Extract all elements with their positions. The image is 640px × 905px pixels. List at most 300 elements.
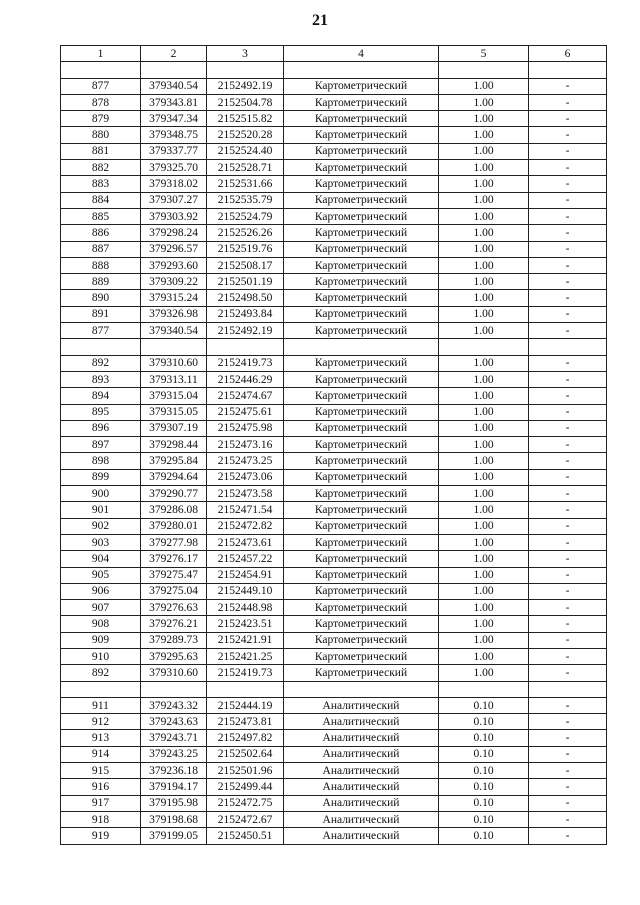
table-cell: 1.00 xyxy=(439,502,529,518)
table-row xyxy=(61,225,607,241)
table-cell: 379294.64 xyxy=(141,469,207,485)
table-cell xyxy=(207,681,284,697)
table-cell: 379243.63 xyxy=(141,714,207,730)
table-cell: - xyxy=(529,371,607,387)
table-header-row xyxy=(61,46,607,62)
table-cell: 1.00 xyxy=(439,583,529,599)
table-row xyxy=(61,567,607,583)
table-cell: 2152520.28 xyxy=(207,127,284,143)
table-cell: 1.00 xyxy=(439,388,529,404)
table-cell: Картометрический xyxy=(284,306,439,322)
table-cell: 379295.84 xyxy=(141,453,207,469)
table-row xyxy=(61,763,607,779)
table-cell: - xyxy=(529,795,607,811)
table-cell: 2152419.73 xyxy=(207,355,284,371)
table-cell: - xyxy=(529,551,607,567)
table-cell: 905 xyxy=(61,567,141,583)
table-row xyxy=(61,453,607,469)
table-row xyxy=(61,208,607,224)
table-row xyxy=(61,534,607,550)
table-cell xyxy=(284,339,439,355)
table-cell: 1.00 xyxy=(439,437,529,453)
table-cell: - xyxy=(529,306,607,322)
table-row xyxy=(61,420,607,436)
table-cell: Аналитический xyxy=(284,811,439,827)
column-header: 3 xyxy=(207,46,284,62)
table-cell: Картометрический xyxy=(284,437,439,453)
table-cell: 1.00 xyxy=(439,274,529,290)
table-cell: 2152497.82 xyxy=(207,730,284,746)
table-row xyxy=(61,111,607,127)
table-cell: 379194.17 xyxy=(141,779,207,795)
table-cell: 379295.63 xyxy=(141,648,207,664)
table-cell: 2152421.25 xyxy=(207,648,284,664)
table-cell: 379275.47 xyxy=(141,567,207,583)
table-cell: 2152473.81 xyxy=(207,714,284,730)
page-number: 21 xyxy=(312,12,328,29)
table-cell: 379313.11 xyxy=(141,371,207,387)
table-cell: 906 xyxy=(61,583,141,599)
table-cell: 1.00 xyxy=(439,518,529,534)
table-cell: 1.00 xyxy=(439,111,529,127)
table-cell: Картометрический xyxy=(284,648,439,664)
table-cell: - xyxy=(529,697,607,713)
table-cell: 2152446.29 xyxy=(207,371,284,387)
table-cell: 379243.71 xyxy=(141,730,207,746)
table-row xyxy=(61,779,607,795)
table-cell: Картометрический xyxy=(284,371,439,387)
table-cell: Картометрический xyxy=(284,551,439,567)
table-cell: Картометрический xyxy=(284,192,439,208)
table-cell: 2152526.26 xyxy=(207,225,284,241)
table-cell: 2152421.91 xyxy=(207,632,284,648)
table-row xyxy=(61,257,607,273)
table-cell: 379337.77 xyxy=(141,143,207,159)
table-cell: Аналитический xyxy=(284,828,439,844)
table-cell: 2152454.91 xyxy=(207,567,284,583)
table-cell: 896 xyxy=(61,420,141,436)
table-cell: - xyxy=(529,192,607,208)
table-cell xyxy=(439,681,529,697)
table-row xyxy=(61,469,607,485)
table-cell: 379276.17 xyxy=(141,551,207,567)
table-cell: Картометрический xyxy=(284,160,439,176)
table-row xyxy=(61,388,607,404)
table-cell: 2152450.51 xyxy=(207,828,284,844)
table-row xyxy=(61,241,607,257)
table-row xyxy=(61,127,607,143)
table-cell: 379325.70 xyxy=(141,160,207,176)
table-cell: 889 xyxy=(61,274,141,290)
table-cell: 1.00 xyxy=(439,616,529,632)
table-cell: Картометрический xyxy=(284,600,439,616)
table-cell xyxy=(439,339,529,355)
table-cell: 379340.54 xyxy=(141,78,207,94)
table-cell: 379280.01 xyxy=(141,518,207,534)
column-header: 6 xyxy=(529,46,607,62)
table-cell: 0.10 xyxy=(439,779,529,795)
table-cell: Картометрический xyxy=(284,534,439,550)
table-row xyxy=(61,143,607,159)
table-cell: - xyxy=(529,404,607,420)
table-cell: 379198.68 xyxy=(141,811,207,827)
table-cell: 379293.60 xyxy=(141,257,207,273)
table-cell: - xyxy=(529,388,607,404)
table-cell: 2152492.19 xyxy=(207,78,284,94)
table-cell: Картометрический xyxy=(284,502,439,518)
table-cell: Картометрический xyxy=(284,127,439,143)
table-cell: 909 xyxy=(61,632,141,648)
table-cell: 902 xyxy=(61,518,141,534)
table-row xyxy=(61,518,607,534)
table-cell: Картометрический xyxy=(284,143,439,159)
table-cell: - xyxy=(529,714,607,730)
table-cell: - xyxy=(529,241,607,257)
table-cell xyxy=(141,681,207,697)
table-cell: 379315.24 xyxy=(141,290,207,306)
table-cell: 2152535.79 xyxy=(207,192,284,208)
table-row xyxy=(61,78,607,94)
table-cell: Картометрический xyxy=(284,469,439,485)
table-cell: 884 xyxy=(61,192,141,208)
table-cell xyxy=(141,339,207,355)
table-cell: - xyxy=(529,290,607,306)
table-cell: 0.10 xyxy=(439,746,529,762)
table-cell: 900 xyxy=(61,486,141,502)
table-cell: 890 xyxy=(61,290,141,306)
table-cell: 379318.02 xyxy=(141,176,207,192)
table-cell: 2152528.71 xyxy=(207,160,284,176)
table-row xyxy=(61,323,607,339)
table-cell: 892 xyxy=(61,355,141,371)
table-cell: 2152501.96 xyxy=(207,763,284,779)
table-separator-row xyxy=(61,62,607,78)
table-cell: 887 xyxy=(61,241,141,257)
table-cell: - xyxy=(529,828,607,844)
table-cell: 1.00 xyxy=(439,208,529,224)
table-cell: 877 xyxy=(61,323,141,339)
table-cell: Картометрический xyxy=(284,241,439,257)
table-cell: 1.00 xyxy=(439,371,529,387)
table-cell xyxy=(529,62,607,78)
table-cell: 2152499.44 xyxy=(207,779,284,795)
table-row xyxy=(61,274,607,290)
table-cell: 2152457.22 xyxy=(207,551,284,567)
table-cell: Картометрический xyxy=(284,257,439,273)
table-cell: 2152448.98 xyxy=(207,600,284,616)
table-cell: 0.10 xyxy=(439,730,529,746)
table-cell: 2152471.54 xyxy=(207,502,284,518)
table-cell: 379303.92 xyxy=(141,208,207,224)
table-cell: 379347.34 xyxy=(141,111,207,127)
table-cell: 915 xyxy=(61,763,141,779)
table-cell: 1.00 xyxy=(439,160,529,176)
table-cell: 379286.08 xyxy=(141,502,207,518)
table-cell: 379236.18 xyxy=(141,763,207,779)
table-cell: Картометрический xyxy=(284,388,439,404)
table-cell: 379348.75 xyxy=(141,127,207,143)
table-cell: 1.00 xyxy=(439,648,529,664)
table-cell: 2152472.82 xyxy=(207,518,284,534)
table-cell: 1.00 xyxy=(439,420,529,436)
table-cell: 907 xyxy=(61,600,141,616)
table-cell: 2152472.67 xyxy=(207,811,284,827)
table-cell: 912 xyxy=(61,714,141,730)
table-cell: - xyxy=(529,811,607,827)
table-cell: 895 xyxy=(61,404,141,420)
table-cell: 898 xyxy=(61,453,141,469)
table-row xyxy=(61,290,607,306)
table-cell: 379310.60 xyxy=(141,665,207,681)
table-cell: 1.00 xyxy=(439,290,529,306)
table-cell: 2152423.51 xyxy=(207,616,284,632)
table-cell: - xyxy=(529,127,607,143)
table-cell: - xyxy=(529,469,607,485)
table-cell: 877 xyxy=(61,78,141,94)
table-cell: - xyxy=(529,94,607,110)
table-row xyxy=(61,697,607,713)
table-row xyxy=(61,714,607,730)
table-cell: 1.00 xyxy=(439,192,529,208)
table-cell: - xyxy=(529,763,607,779)
table-row xyxy=(61,600,607,616)
table-cell: 2152501.19 xyxy=(207,274,284,290)
table-cell: - xyxy=(529,518,607,534)
table-cell: 2152493.84 xyxy=(207,306,284,322)
table-cell: Аналитический xyxy=(284,779,439,795)
table-cell: 917 xyxy=(61,795,141,811)
table-cell: 1.00 xyxy=(439,78,529,94)
table-cell: 379195.98 xyxy=(141,795,207,811)
table-cell: 891 xyxy=(61,306,141,322)
table-cell: 2152419.73 xyxy=(207,665,284,681)
table-row xyxy=(61,811,607,827)
table-cell xyxy=(207,339,284,355)
table-cell: 379199.05 xyxy=(141,828,207,844)
table-cell: 379326.98 xyxy=(141,306,207,322)
table-cell: 914 xyxy=(61,746,141,762)
table-row xyxy=(61,192,607,208)
table-cell: Картометрический xyxy=(284,290,439,306)
table-cell: 2152519.76 xyxy=(207,241,284,257)
table-cell: Картометрический xyxy=(284,323,439,339)
table-cell: Картометрический xyxy=(284,225,439,241)
table-cell: 379243.32 xyxy=(141,697,207,713)
table-cell: 918 xyxy=(61,811,141,827)
table-cell: - xyxy=(529,534,607,550)
table-cell: Картометрический xyxy=(284,567,439,583)
table-cell xyxy=(284,62,439,78)
table-cell: Аналитический xyxy=(284,730,439,746)
table-cell: 2152524.40 xyxy=(207,143,284,159)
table-row xyxy=(61,306,607,322)
table-cell: Картометрический xyxy=(284,404,439,420)
table-cell: 880 xyxy=(61,127,141,143)
table-cell: 911 xyxy=(61,697,141,713)
table-row xyxy=(61,355,607,371)
table-cell: - xyxy=(529,111,607,127)
table-cell: 1.00 xyxy=(439,404,529,420)
coordinates-table xyxy=(60,45,607,845)
table-cell xyxy=(207,62,284,78)
table-cell: 897 xyxy=(61,437,141,453)
table-cell: 1.00 xyxy=(439,551,529,567)
table-cell: 2152524.79 xyxy=(207,208,284,224)
table-cell: 1.00 xyxy=(439,453,529,469)
table-cell: 2152473.06 xyxy=(207,469,284,485)
table-cell: - xyxy=(529,274,607,290)
table-cell: 379298.24 xyxy=(141,225,207,241)
table-cell: 893 xyxy=(61,371,141,387)
table-cell: 379307.27 xyxy=(141,192,207,208)
table-row xyxy=(61,632,607,648)
table-cell: Картометрический xyxy=(284,665,439,681)
table-cell: 881 xyxy=(61,143,141,159)
table-cell: 0.10 xyxy=(439,697,529,713)
table-row xyxy=(61,730,607,746)
table-cell: Аналитический xyxy=(284,746,439,762)
table-cell: 2152492.19 xyxy=(207,323,284,339)
table-cell: Аналитический xyxy=(284,697,439,713)
table-cell: 1.00 xyxy=(439,486,529,502)
table-cell: 0.10 xyxy=(439,714,529,730)
table-cell: - xyxy=(529,225,607,241)
table-row xyxy=(61,371,607,387)
table-cell: 1.00 xyxy=(439,306,529,322)
table-cell: 379310.60 xyxy=(141,355,207,371)
table-cell: - xyxy=(529,502,607,518)
table-cell: 379289.73 xyxy=(141,632,207,648)
table-cell: 892 xyxy=(61,665,141,681)
table-cell: - xyxy=(529,176,607,192)
table-cell: 379276.63 xyxy=(141,600,207,616)
table-cell: - xyxy=(529,78,607,94)
table-cell: 901 xyxy=(61,502,141,518)
table-cell: 882 xyxy=(61,160,141,176)
table-row xyxy=(61,551,607,567)
table-cell: Картометрический xyxy=(284,420,439,436)
table-cell: 379290.77 xyxy=(141,486,207,502)
table-cell: Картометрический xyxy=(284,453,439,469)
table-cell: Картометрический xyxy=(284,518,439,534)
table-cell xyxy=(61,681,141,697)
table-cell: 2152531.66 xyxy=(207,176,284,192)
table-cell: 1.00 xyxy=(439,143,529,159)
table-cell: 379315.04 xyxy=(141,388,207,404)
table-row xyxy=(61,176,607,192)
table-cell: 1.00 xyxy=(439,257,529,273)
table-row xyxy=(61,437,607,453)
table-cell: - xyxy=(529,779,607,795)
table-cell: Картометрический xyxy=(284,486,439,502)
table-cell xyxy=(529,339,607,355)
table-row xyxy=(61,795,607,811)
table-cell: 379343.81 xyxy=(141,94,207,110)
table-cell: 379277.98 xyxy=(141,534,207,550)
table-cell: Картометрический xyxy=(284,208,439,224)
table-cell: 1.00 xyxy=(439,127,529,143)
table-cell: - xyxy=(529,420,607,436)
table-cell: 379315.05 xyxy=(141,404,207,420)
table-cell: 2152473.16 xyxy=(207,437,284,453)
table-cell: 1.00 xyxy=(439,225,529,241)
table-row xyxy=(61,486,607,502)
column-header: 1 xyxy=(61,46,141,62)
table-cell: Картометрический xyxy=(284,94,439,110)
table-cell: 379340.54 xyxy=(141,323,207,339)
table-cell xyxy=(284,681,439,697)
table-cell: 904 xyxy=(61,551,141,567)
table-cell: - xyxy=(529,323,607,339)
table-cell: 379296.57 xyxy=(141,241,207,257)
table-cell xyxy=(141,62,207,78)
table-cell: 2152504.78 xyxy=(207,94,284,110)
table-cell: 2152444.19 xyxy=(207,697,284,713)
table-cell: - xyxy=(529,600,607,616)
table-cell: 1.00 xyxy=(439,600,529,616)
table-separator-row xyxy=(61,681,607,697)
table-cell: 2152502.64 xyxy=(207,746,284,762)
table-cell: Картометрический xyxy=(284,616,439,632)
table-cell: - xyxy=(529,208,607,224)
table-row xyxy=(61,616,607,632)
column-header: 2 xyxy=(141,46,207,62)
table-cell: - xyxy=(529,257,607,273)
table-cell: 2152472.75 xyxy=(207,795,284,811)
table-cell: Аналитический xyxy=(284,795,439,811)
table-cell: 1.00 xyxy=(439,94,529,110)
table-body xyxy=(61,62,607,844)
table-cell: 2152475.61 xyxy=(207,404,284,420)
table-cell: 0.10 xyxy=(439,763,529,779)
table-row xyxy=(61,502,607,518)
table-cell: 2152473.58 xyxy=(207,486,284,502)
table-cell: 878 xyxy=(61,94,141,110)
table-row xyxy=(61,648,607,664)
table-row xyxy=(61,746,607,762)
table-row xyxy=(61,160,607,176)
table-cell: 1.00 xyxy=(439,665,529,681)
table-cell: 903 xyxy=(61,534,141,550)
table-cell: 379243.25 xyxy=(141,746,207,762)
table-cell: 885 xyxy=(61,208,141,224)
table-cell: 1.00 xyxy=(439,176,529,192)
table-cell: Картометрический xyxy=(284,274,439,290)
table-cell: Картометрический xyxy=(284,583,439,599)
table-cell: 2152475.98 xyxy=(207,420,284,436)
table-cell: 1.00 xyxy=(439,567,529,583)
table-cell: - xyxy=(529,632,607,648)
table-cell: Картометрический xyxy=(284,111,439,127)
table-cell: 2152449.10 xyxy=(207,583,284,599)
table-cell: 1.00 xyxy=(439,469,529,485)
table-cell: 2152473.61 xyxy=(207,534,284,550)
table-separator-row xyxy=(61,339,607,355)
table-cell xyxy=(529,681,607,697)
table-cell: 379298.44 xyxy=(141,437,207,453)
table-cell: 894 xyxy=(61,388,141,404)
table-cell: Картометрический xyxy=(284,78,439,94)
table-cell: 2152473.25 xyxy=(207,453,284,469)
table-cell: 886 xyxy=(61,225,141,241)
table-cell: 1.00 xyxy=(439,355,529,371)
table-cell: - xyxy=(529,616,607,632)
table-row xyxy=(61,404,607,420)
table-cell: Аналитический xyxy=(284,714,439,730)
table-cell: - xyxy=(529,143,607,159)
table-cell: 379307.19 xyxy=(141,420,207,436)
table-cell: 883 xyxy=(61,176,141,192)
